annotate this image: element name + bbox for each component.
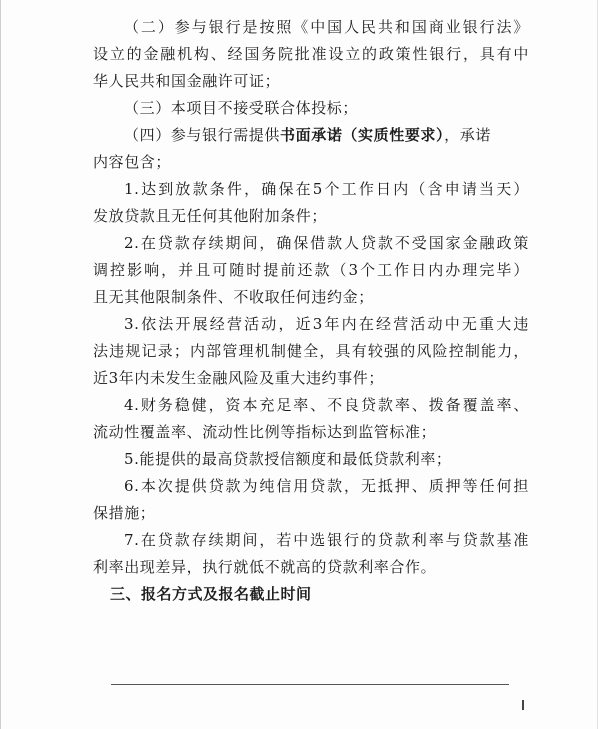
clause-4-line-2: 流动性覆盖率、流动性比例等指标达到监管标准； [93,423,437,441]
item-4-bold-requirement: 书面承诺（实质性要求） [280,126,445,144]
clause-4-line-1: 4.财务稳健，资本充足率、不良贷款率、拨备覆盖率、 [124,396,529,414]
paragraph-item-2-line-2: 设立的金融机构、经国务院批准设立的政策性银行，具有中 [93,45,529,63]
scan-artifact-mark [522,700,524,710]
clause-2-line-3: 且无其他限制条件、不收取任何违约金； [93,288,374,306]
clause-1-line-2: 发放贷款且无任何其他附加条件； [93,207,328,225]
clause-3-line-2: 法违规记录；内部管理机制健全，具有较强的风险控制能力， [93,342,529,360]
heading-underline [111,684,509,685]
clause-3-line-1: 3.依法开展经营活动，近3年内在经营活动中无重大违 [124,315,529,333]
clause-2-line-2: 调控影响，并且可随时提前还款（3个工作日内办理完毕） [93,261,529,279]
paragraph-item-4-line-2: 内容包含； [93,153,172,171]
clause-1-line-1: 1.达到放款条件，确保在5个工作日内（含申请当天） [124,180,529,198]
clause-6-line-2: 保措施； [93,504,156,522]
clause-6-line-1: 6.本次提供贷款为纯信用贷款，无抵押、质押等任何担 [124,477,529,495]
document-body [93,14,529,608]
clause-7-line-2: 利率出现差异，执行就低不就高的贷款利率合作。 [93,558,437,576]
section-heading: 三、报名方式及报名截止时间 [110,585,312,603]
clause-5-line-1: 5.能提供的最高贷款授信额度和最低贷款利率； [124,450,452,468]
paragraph-item-4-line-1 [93,122,529,149]
clause-7-line-1: 7.在贷款存续期间，若中选银行的贷款利率与贷款基准 [124,531,529,549]
item-4-text-c: ，承诺 [444,126,491,144]
clause-2-line-1: 2.在贷款存续期间，确保借款人贷款不受国家金融政策 [124,234,529,252]
paragraph-item-2-line-3: 华人民共和国金融许可证； [93,72,281,90]
paragraph-item-3-line-1: （三）本项目不接受联合体投标； [124,99,359,117]
item-4-text-a: （四）参与银行需提供 [124,126,281,144]
clause-3-line-3: 近3年内未发生金融风险及重大违约事件； [93,369,384,387]
paragraph-item-2-line-1: （二）参与银行是按照《中国人民共和国商业银行法》 [124,18,529,36]
